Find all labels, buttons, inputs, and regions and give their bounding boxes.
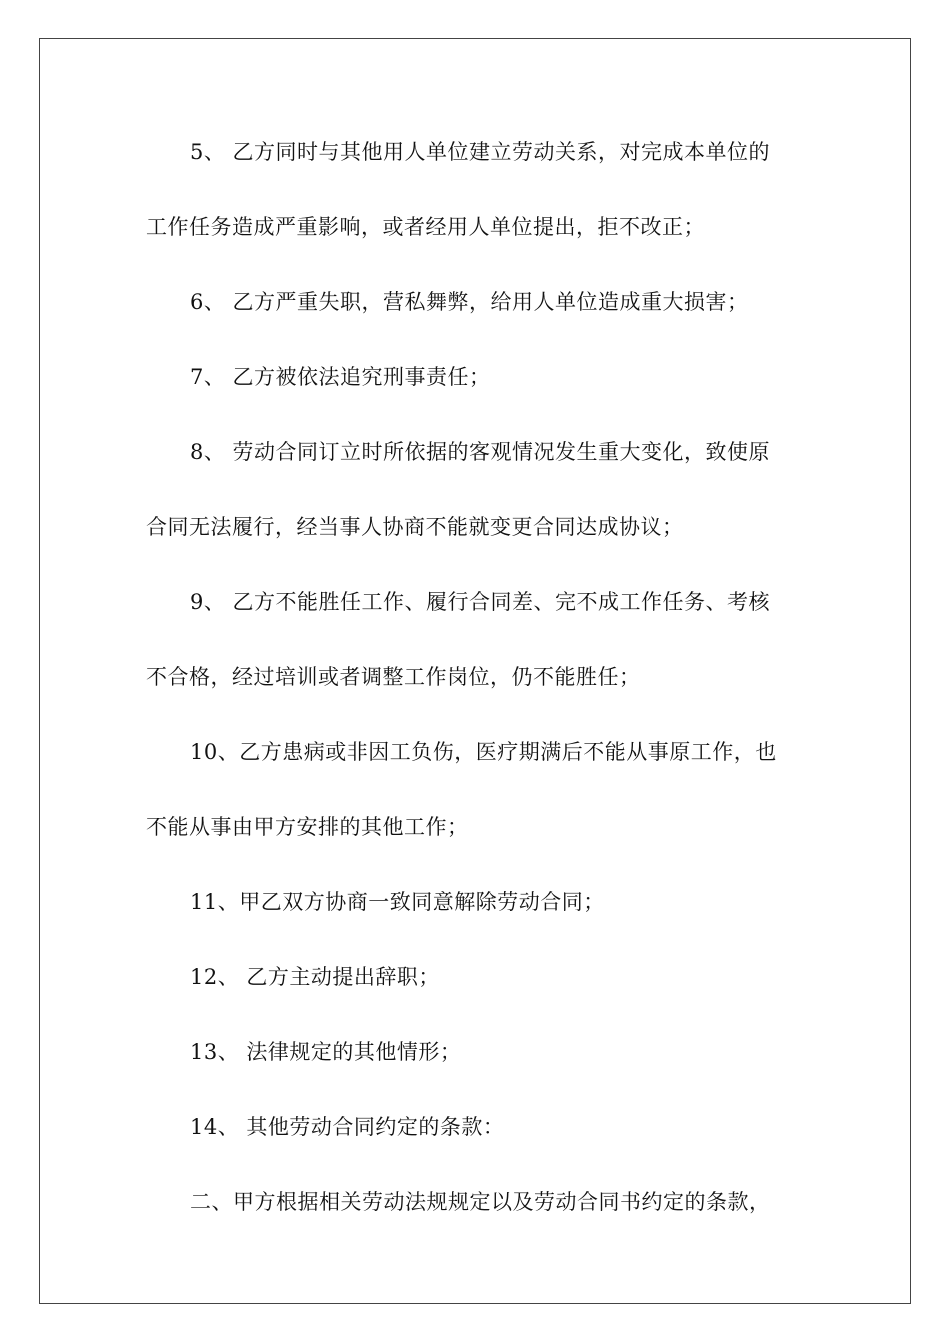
clause-5-line-1: 5、 乙方同时与其他用人单位建立劳动关系，对完成本单位的 bbox=[190, 140, 771, 164]
clause-9-line-1: 9、 乙方不能胜任工作、履行合同差、完不成工作任务、考核 bbox=[190, 590, 771, 614]
section-2-line-1: 二、甲方根据相关劳动法规规定以及劳动合同书约定的条款， bbox=[190, 1190, 771, 1214]
clause-10-line-1: 10、乙方患病或非因工负伤，医疗期满后不能从事原工作，也 bbox=[190, 740, 777, 764]
clause-12: 12、 乙方主动提出辞职； bbox=[190, 965, 440, 989]
clause-11: 11、甲乙双方协商一致同意解除劳动合同； bbox=[190, 890, 605, 914]
clause-6: 6、 乙方严重失职，营私舞弊，给用人单位造成重大损害； bbox=[190, 290, 749, 314]
clause-14: 14、 其他劳动合同约定的条款： bbox=[190, 1115, 505, 1139]
clause-10-line-2: 不能从事由甲方安排的其他工作； bbox=[146, 815, 469, 839]
clause-8-line-2: 合同无法履行，经当事人协商不能就变更合同达成协议； bbox=[146, 515, 684, 539]
clause-8-line-1: 8、 劳动合同订立时所依据的客观情况发生重大变化，致使原 bbox=[190, 440, 771, 464]
clause-5-line-2: 工作任务造成严重影响，或者经用人单位提出，拒不改正； bbox=[146, 215, 705, 239]
clause-13: 13、 法律规定的其他情形； bbox=[190, 1040, 462, 1064]
clause-9-line-2: 不合格，经过培训或者调整工作岗位，仍不能胜任； bbox=[146, 665, 641, 689]
clause-7: 7、 乙方被依法追究刑事责任； bbox=[190, 365, 491, 389]
